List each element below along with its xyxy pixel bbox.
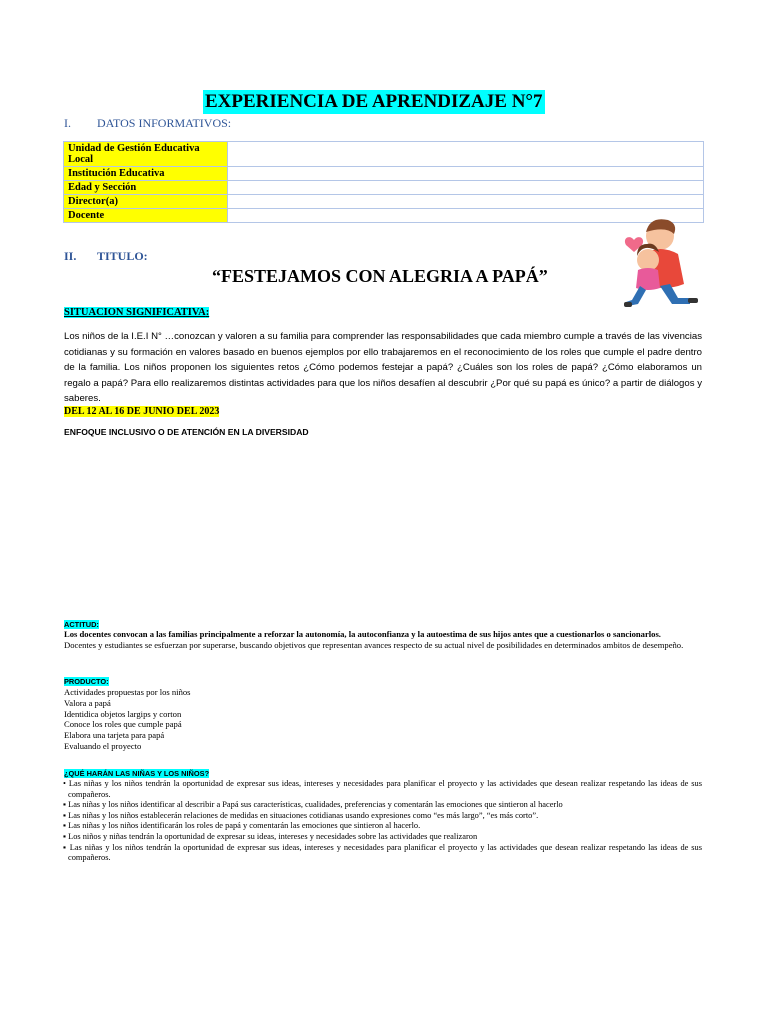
info-label: Director(a) [64, 195, 228, 209]
actitud-line-2: Docentes y estudiantes se esfuerzan por superarse, buscando objetivos que representan avances respecto de su actual nivel de posibilidades en determinados ambitos de desempeño. [64, 639, 684, 650]
info-label: Edad y Sección [64, 181, 228, 195]
info-value [228, 195, 704, 209]
info-value [228, 167, 704, 181]
que-haran-list [60, 779, 702, 864]
table-row [64, 142, 704, 167]
info-label: Institución Educativa [64, 167, 228, 181]
list-item: ▪ Las niñas y los niños identificarán los roles de papá y comentarán las emociones que sintieron al hacerlo. [63, 821, 421, 831]
que-haran-label: ¿QUÉ HARÁN LAS NIÑAS Y LOS NIÑOS? [64, 769, 210, 778]
date-range: DEL 12 AL 16 DE JUNIO DEL 2023 [64, 406, 220, 417]
project-title: “FESTEJAMOS CON ALEGRIA A PAPÁ” [212, 266, 548, 286]
section-1-number: I. [64, 116, 71, 130]
father-hugging-child-icon [604, 210, 722, 320]
list-item: Conoce los roles que cumple papá [64, 719, 182, 730]
enfoque-heading: ENFOQUE INCLUSIVO O DE ATENCIÓN EN LA DIVERSIDAD [64, 427, 309, 437]
table-row [64, 195, 704, 209]
producto-list [64, 687, 191, 752]
document-title: EXPERIENCIA DE APRENDIZAJE N°7 [205, 91, 543, 112]
section-2-number: II. [64, 249, 77, 263]
list-item: Valora a papá [64, 697, 111, 708]
producto-label: PRODUCTO: [64, 677, 109, 686]
list-item: ▪ Las niñas y los niños identificar al describir a Papá sus características, cualidades, preferencias y comentarán las emociones que sintieron al hacerlo [63, 800, 563, 810]
section-2-label: TITULO: [97, 249, 148, 263]
list-item: ▪ Las niñas y los niños establecerán relaciones de medidas en situaciones cotidianas usando expresiones como “es más largo”, “es más corto”. [63, 810, 539, 820]
list-item: Identidica objetos largips y corton [64, 708, 182, 719]
actitud-line-1: Los docentes convocan a las familias principalmente a reforzar la autonomía, la autoconfianza y la autoestima de sus hijos antes que a cuestionarlos o sancionarlos. [64, 629, 661, 639]
list-item: Evaluando el proyecto [64, 740, 142, 751]
situacion-label: SITUACION SIGNIFICATIVA: [64, 307, 210, 318]
actitud-text [64, 629, 702, 650]
list-item: ▪ Las niñas y los niños tendrán la oportunidad de expresar sus ideas, intereses y necesidades para planificar el proyecto y las actividades que desean realizar respetando las ideas de sus compañeros. [63, 842, 702, 863]
info-value [228, 181, 704, 195]
list-item: • Las niñas y los niños tendrán la oportunidad de expresar sus ideas, intereses y necesidades para planificar el proyecto y las actividades que desean realizar respetando las ideas de sus compañeros. [63, 779, 702, 799]
actitud-label: ACTITUD: [64, 620, 99, 629]
list-item: Elabora una tarjeta para papá [64, 730, 165, 741]
situacion-text: Los niños de la I.E.I N° …conozcan y valoren a su familia para comprender las responsabilidades que cada miembro cumple a través de las vivencias cotidianas y su formación en valores basado en buenos ejemplos por ello trabajaremos en el reconocimiento de los roles que cumple el padre dentro de la familia. Los niños proponen los siguientes retos ¿Cómo podemos festejar a papá? ¿Cuáles son los roles de papá? ¿Cómo elaboramos un regalo a papá? Para ello realizaremos distintas actividades para que los niños desafíen al descubrir ¿Por qué su papá es único? a partir de diálogos y saberes. [64, 331, 702, 404]
table-row [64, 181, 704, 195]
list-item: ▪ Los niños y niñas tendrán la oportunidad de expresar su ideas, intereses y necesidades sobre las actividades que realizaron [63, 831, 478, 841]
list-item: Actividades propuestas por los niños [64, 687, 191, 697]
info-label: Unidad de Gestión Educativa Local [64, 142, 228, 167]
info-label: Docente [64, 209, 228, 223]
section-1-label: DATOS INFORMATIVOS: [97, 116, 232, 130]
table-row [64, 167, 704, 181]
info-value [228, 142, 704, 167]
